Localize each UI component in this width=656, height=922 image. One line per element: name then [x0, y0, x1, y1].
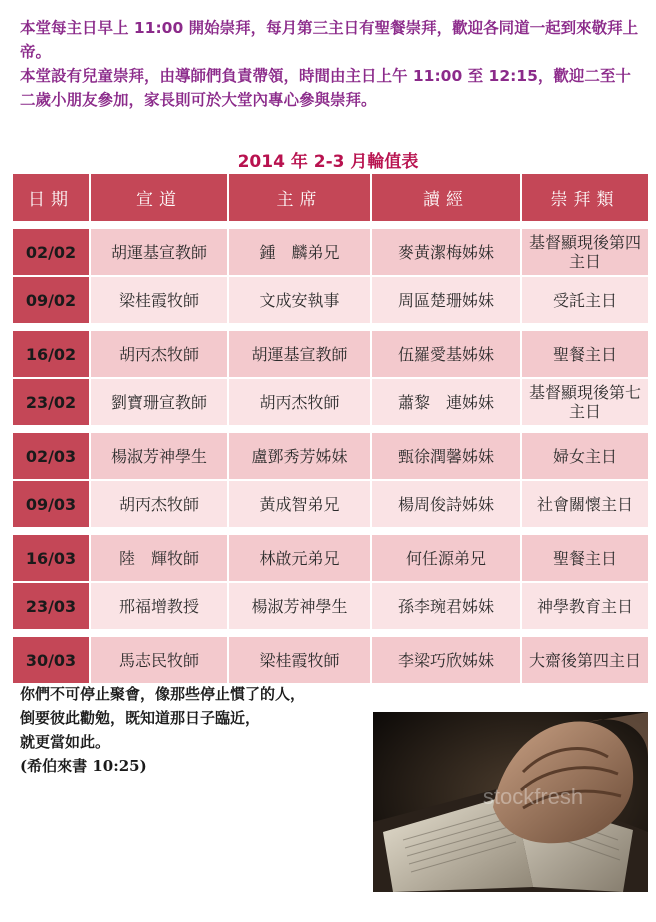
table-row — [12, 480, 649, 528]
table-row — [12, 582, 649, 630]
chair-cell: 鍾 麟弟兄 — [228, 228, 371, 276]
preacher-cell: 胡丙杰牧師 — [90, 330, 228, 378]
reader-cell: 麥黃潔梅姊妹 — [371, 228, 521, 276]
reader-cell: 周區楚珊姊妹 — [371, 276, 521, 324]
preacher-cell: 馬志民牧師 — [90, 636, 228, 684]
reader-cell: 楊周俊詩姊妹 — [371, 480, 521, 528]
reader-cell: 孫李琬君姊妹 — [371, 582, 521, 630]
chair-cell: 黃成智弟兄 — [228, 480, 371, 528]
chair-cell: 楊淑芳神學生 — [228, 582, 371, 630]
preacher-cell: 陸 輝牧師 — [90, 534, 228, 582]
preacher-cell: 梁桂霞牧師 — [90, 276, 228, 324]
header-reader: 讀經 — [371, 173, 521, 222]
service-type-cell: 基督顯現後第七主日 — [521, 378, 649, 426]
table-row — [12, 330, 649, 378]
reader-cell: 李梁巧欣姊妹 — [371, 636, 521, 684]
reader-cell: 蕭黎 連姊妹 — [371, 378, 521, 426]
notice-children-worship: 本堂設有兒童崇拜，由導師們負責帶領，時間由主日上午 11:00 至 12:15，歡迎二至十二歲小朋友參加，家長則可於大堂內專心參與崇拜。 — [20, 67, 631, 109]
chair-cell: 胡運基宣教師 — [228, 330, 371, 378]
chair-cell: 盧鄧秀芳姊妹 — [228, 432, 371, 480]
verse-line: 倒要彼此勸勉，既知道那日子臨近， — [20, 709, 261, 727]
service-type-cell: 大齋後第四主日 — [521, 636, 649, 684]
date-cell: 09/03 — [12, 480, 90, 528]
date-cell: 30/03 — [12, 636, 90, 684]
date-cell: 02/03 — [12, 432, 90, 480]
duty-roster-table — [11, 172, 650, 685]
scripture-verse — [20, 682, 305, 778]
service-type-cell: 婦女主日 — [521, 432, 649, 480]
verse-line: 就更當如此。 — [20, 733, 111, 751]
preacher-cell: 楊淑芳神學生 — [90, 432, 228, 480]
table-row — [12, 432, 649, 480]
verse-reference: (希伯來書 10:25) — [20, 757, 147, 775]
chair-cell: 梁桂霞牧師 — [228, 636, 371, 684]
praying-hands-illustration — [373, 712, 648, 892]
reader-cell: 何任源弟兄 — [371, 534, 521, 582]
header-preacher: 宣道 — [90, 173, 228, 222]
chair-cell: 文成安執事 — [228, 276, 371, 324]
service-type-cell: 聖餐主日 — [521, 330, 649, 378]
chair-cell: 林啟元弟兄 — [228, 534, 371, 582]
service-type-cell: 受託主日 — [521, 276, 649, 324]
preacher-cell: 胡運基宣教師 — [90, 228, 228, 276]
roster-title: 2014 年 2-3 月輪值表 — [237, 152, 419, 172]
roster-header-row — [12, 173, 649, 222]
date-cell: 23/03 — [12, 582, 90, 630]
service-type-cell: 神學教育主日 — [521, 582, 649, 630]
header-service-type: 崇拜類 — [521, 173, 649, 222]
chair-cell: 胡丙杰牧師 — [228, 378, 371, 426]
header-date: 日期 — [12, 173, 90, 222]
service-type-cell: 基督顯現後第四主日 — [521, 228, 649, 276]
date-cell: 09/02 — [12, 276, 90, 324]
table-row — [12, 378, 649, 426]
table-row — [12, 228, 649, 276]
header-chair: 主席 — [228, 173, 371, 222]
service-type-cell: 社會關懷主日 — [521, 480, 649, 528]
reader-cell: 甄徐潤馨姊妹 — [371, 432, 521, 480]
praying-hands-photo — [373, 712, 648, 892]
date-cell: 16/03 — [12, 534, 90, 582]
service-notice — [20, 16, 640, 112]
date-cell: 16/02 — [12, 330, 90, 378]
table-row — [12, 636, 649, 684]
service-type-cell: 聖餐主日 — [521, 534, 649, 582]
reader-cell: 伍羅愛基姊妹 — [371, 330, 521, 378]
table-row — [12, 276, 649, 324]
preacher-cell: 劉寶珊宣教師 — [90, 378, 228, 426]
date-cell: 02/02 — [12, 228, 90, 276]
verse-line: 你們不可停止聚會，像那些停止慣了的人， — [20, 685, 306, 703]
notice-worship-times: 本堂每主日早上 11:00 開始崇拜，每月第三主日有聖餐崇拜，歡迎各同道一起到來敬拜上帝。 — [20, 19, 639, 61]
date-cell: 23/02 — [12, 378, 90, 426]
watermark-text: stockfresh — [482, 784, 584, 809]
table-row — [12, 534, 649, 582]
preacher-cell: 邢福增教授 — [90, 582, 228, 630]
preacher-cell: 胡丙杰牧師 — [90, 480, 228, 528]
